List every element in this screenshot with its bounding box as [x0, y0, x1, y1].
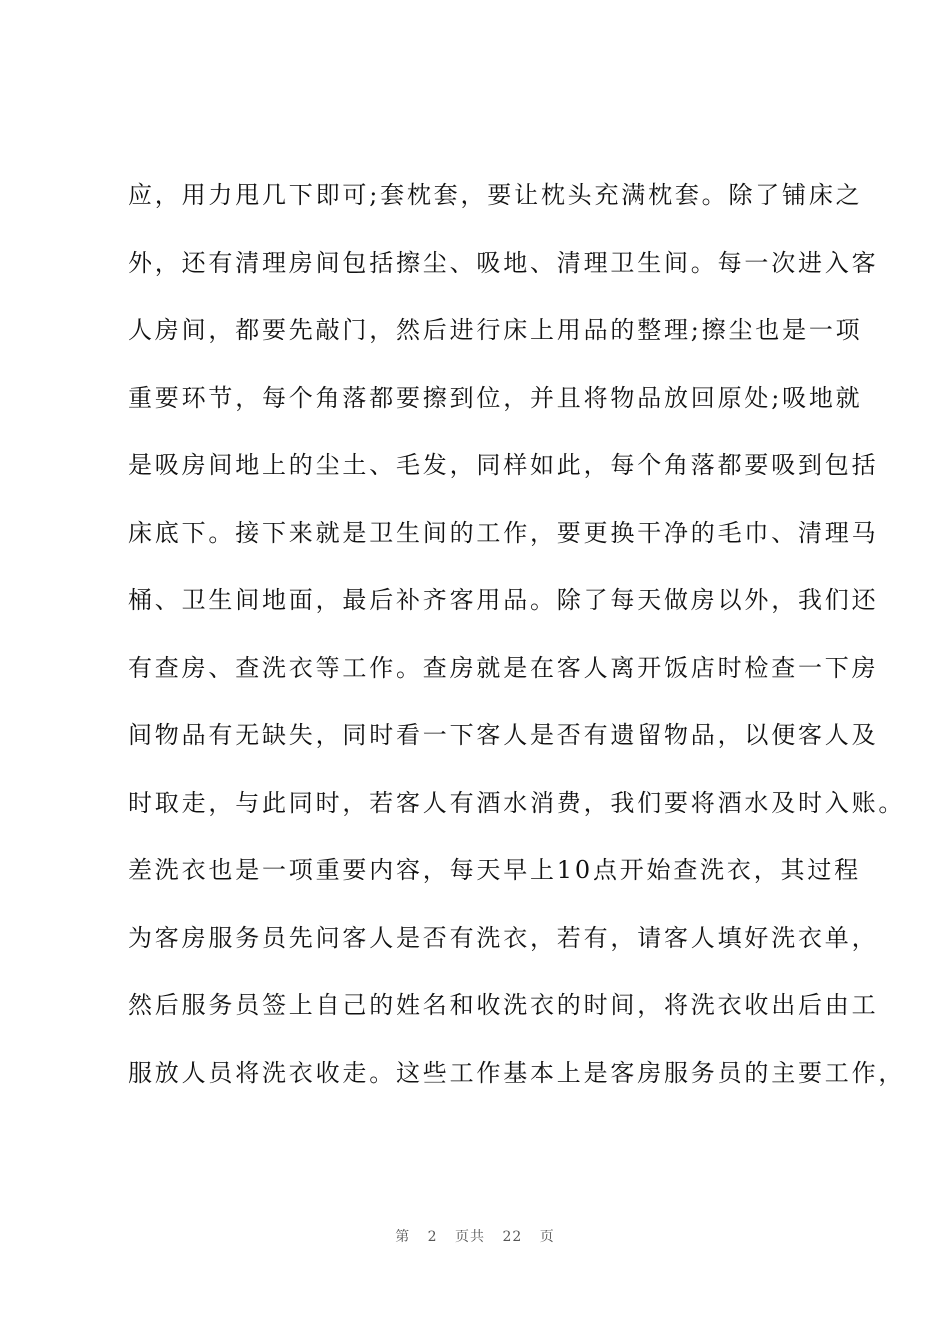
- footer-prefix: 第: [395, 1229, 411, 1245]
- body-text: [128, 172, 906, 1117]
- footer-total-pages: 22: [502, 1229, 523, 1245]
- text-line: 床底下。接下来就是卫生间的工作，要更换干净的毛巾、清理马: [128, 518, 879, 547]
- text-line: 间物品有无缺失，同时看一下客人是否有遗留物品，以便客人及: [128, 721, 879, 749]
- text-line: 为客房服务员先问客人是否有洗衣，若有，请客人填好洗衣单，: [128, 923, 879, 952]
- text-line: 是吸房间地上的尘土、毛发，同样如此，每个角落都要吸到包括: [128, 451, 879, 479]
- page-footer: [0, 1226, 950, 1246]
- footer-suffix: 页: [539, 1229, 555, 1245]
- text-line: 人房间，都要先敲门，然后进行床上用品的整理;擦尘也是一项: [128, 316, 863, 344]
- text-line: 重要环节，每个角落都要擦到位，并且将物品放回原处;吸地就: [128, 383, 863, 412]
- text-line: 桶、卫生间地面，最后补齐客用品。除了每天做房以外，我们还: [128, 586, 879, 614]
- footer-middle: 页共: [455, 1229, 486, 1245]
- footer-page-number: 2: [427, 1229, 438, 1245]
- text-line: 时取走，与此同时，若客人有酒水消费，我们要将酒水及时入账。: [128, 788, 906, 817]
- text-line: 有查房、查洗衣等工作。查房就是在客人离开饭店时检查一下房: [128, 653, 879, 682]
- text-line: 差洗衣也是一项重要内容，每天早上10点开始查洗衣，其过程: [128, 856, 861, 884]
- text-line: 然后服务员签上自己的姓名和收洗衣的时间，将洗衣收出后由工: [128, 991, 879, 1019]
- text-line: 应，用力甩几下即可;套枕套，要让枕头充满枕套。除了铺床之: [128, 181, 863, 209]
- text-line: 外，还有清理房间包括擦尘、吸地、清理卫生间。每一次进入客: [128, 248, 879, 277]
- text-line: 服放人员将洗衣收走。这些工作基本上是客房服务员的主要工作，: [128, 1058, 906, 1087]
